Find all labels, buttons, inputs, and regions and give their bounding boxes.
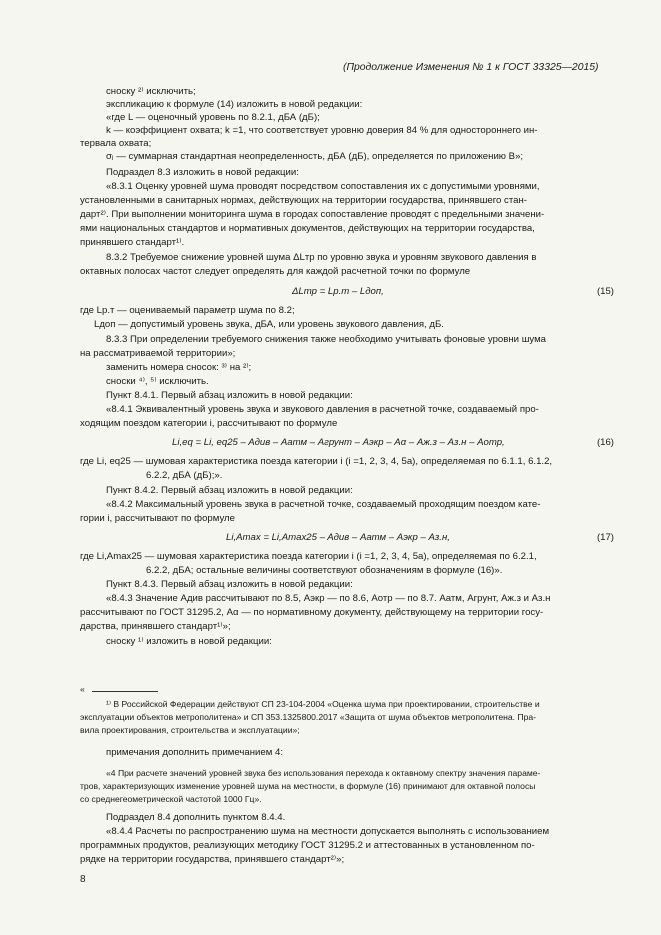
body-line: Lдоп — допустимый уровень звука, дБА, или уровень звукового давления, дБ.	[94, 319, 444, 330]
page-number: 8	[80, 874, 86, 885]
body-line: «8.3.1 Оценку уровней шума проводят посредством сопоставления их с допустимыми уровнями,	[106, 181, 540, 192]
body-line: экспликацию к формуле (14) изложить в новой редакции:	[106, 99, 363, 110]
note-line: тров, характеризующих изменение уровней шума на местности, в формуле (16) принимают для октавной полосы	[80, 781, 536, 791]
body-line: тервала охвата;	[80, 138, 152, 149]
body-line: Пункт 8.4.3. Первый абзац изложить в новой редакции:	[106, 579, 353, 590]
body-line: гории i, рассчитывают по формуле	[80, 513, 235, 524]
body-line: Пункт 8.4.2. Первый абзац изложить в новой редакции:	[106, 485, 353, 496]
body-line: на рассматриваемой территории»;	[80, 348, 236, 359]
body-line: дарства, принявшего стандарт¹⁾»;	[80, 621, 231, 632]
body-line: «8.4.3 Значение Aдив рассчитывают по 8.5, Aэкр — по 8.6, Aотр — по 8.7. Aатм, Aгрунт, Aж.з и Aз.н	[106, 593, 551, 604]
footnote-line: вила проектирования, строительства и эксплуатации»;	[80, 725, 300, 735]
body-line: Пункт 8.4.1. Первый абзац изложить в новой редакции:	[106, 390, 353, 401]
body-line: ходящим поездом категории i, рассчитывают по формуле	[80, 418, 338, 429]
footnote-quote: «	[80, 684, 85, 694]
body-line: σⱼ — суммарная стандартная неопределенность, дБА (дБ), определяется по приложению В»;	[106, 151, 524, 162]
body-line: октавных полосах частот следует определять для каждой расчетной точки по формуле	[80, 266, 471, 277]
body-line: дарт²⁾. При выполнении мониторинга шума в городах сопоставление проводят с предельными значени-	[80, 209, 545, 220]
body-line: программных продуктов, реализующих методику ГОСТ 31295.2 и аттестованных в установленном по-	[80, 840, 535, 851]
body-line: 6.2.2, дБА; остальные величины соответствуют обозначениям в формуле (16)».	[146, 565, 503, 576]
body-line: Подраздел 8.4 дополнить пунктом 8.4.4.	[106, 812, 286, 823]
body-line: примечания дополнить примечанием 4:	[106, 747, 284, 758]
body-line: «8.4.2 Максимальный уровень звука в расчетной точке, создаваемый проходящим поездом кате-	[106, 499, 541, 510]
body-line: ями национальных стандартов и нормативных документов, действующих на территории государства,	[80, 223, 535, 234]
equation-number-15: (15)	[596, 286, 614, 297]
running-header: (Продолжение Изменения № 1 к ГОСТ 33325—2015)	[343, 62, 599, 73]
body-line: 8.3.3 При определении требуемого снижения также необходимо учитывать фоновые уровни шума	[106, 334, 547, 345]
formula-17: Li,Amax = Li,Amax25 – Aдив – Aатм – Aэкр – Aз.н,	[226, 532, 450, 543]
body-line: принявшего стандарт¹⁾.	[80, 237, 185, 248]
body-line: где Lр.т — оцениваемый параметр шума по 8.2;	[80, 305, 295, 316]
body-line: «8.4.1 Эквивалентный уровень звука и звукового давления в расчетной точке, создаваемый про-	[106, 404, 539, 415]
note-line: со среднегеометрической частотой 1000 Гц».	[80, 794, 262, 804]
formula-15: ΔLтр = Lр.т – Lдоп,	[292, 286, 384, 297]
body-line: сноски ⁴⁾, ⁵⁾ исключить.	[106, 376, 209, 387]
body-line: 6.2.2, дБА (дБ);».	[146, 470, 223, 481]
footnote-line: эксплуатации объектов метрополитена» и СП 353.1325800.2017 «Защита от шума объектов метрополитена. Пра-	[80, 712, 536, 722]
equation-number-17: (17)	[596, 532, 614, 543]
note-line: «4 При расчете значений уровней звука без использования перехода к октавному спектру значения параме-	[106, 768, 541, 778]
body-line: сноску ²⁾ исключить;	[106, 86, 196, 97]
body-line: сноску ¹⁾ изложить в новой редакции:	[106, 636, 272, 647]
body-line: k — коэффициент охвата; k =1, что соответствует уровню доверия 84 % для одностороннего ин-	[106, 125, 538, 136]
body-line: установленными в санитарных нормах, действующих на территории государства, принявшего стан-	[80, 195, 527, 206]
body-line: где Li, eq25 — шумовая характеристика поезда категории i (i =1, 2, 3, 4, 5а), определяемая по 6.1.1, 6.1.2,	[80, 456, 553, 467]
equation-number-16: (16)	[596, 437, 614, 448]
body-line: Подраздел 8.3 изложить в новой редакции:	[106, 167, 299, 178]
footnote-line: ¹⁾ В Российской Федерации действуют СП 23-104-2004 «Оценка шума при проектировании, строительстве и	[106, 699, 540, 709]
body-line: «8.4.4 Расчеты по распространению шума на местности допускается выполнять с использованием	[106, 826, 550, 837]
body-line: рядке на территории государства, принявшего стандарт²⁾»;	[80, 854, 345, 865]
body-line: заменить номера сносок: ³⁾ на ²⁾;	[106, 362, 252, 373]
body-line: рассчитывают по ГОСТ 31295.2, Aα — по нормативному документу, действующему на территории госу-	[80, 607, 544, 618]
body-line: «где L — оценочный уровень по 8.2.1, дБА (дБ);	[106, 112, 320, 123]
formula-16: Li,eq = Li, eq25 – Aдив – Aатм – Aгрунт – Aэкр – Aα – Aж.з – Aз.н – Aотр,	[172, 437, 505, 448]
body-line: где Li,Amax25 — шумовая характеристика поезда категории i (i =1, 2, 3, 4, 5а), определяемая по 6.2.1,	[80, 551, 537, 562]
footnote-rule	[92, 691, 158, 692]
body-line: 8.3.2 Требуемое снижение уровней шума ΔLтр по уровню звука и уровням звукового давления в	[106, 252, 537, 263]
